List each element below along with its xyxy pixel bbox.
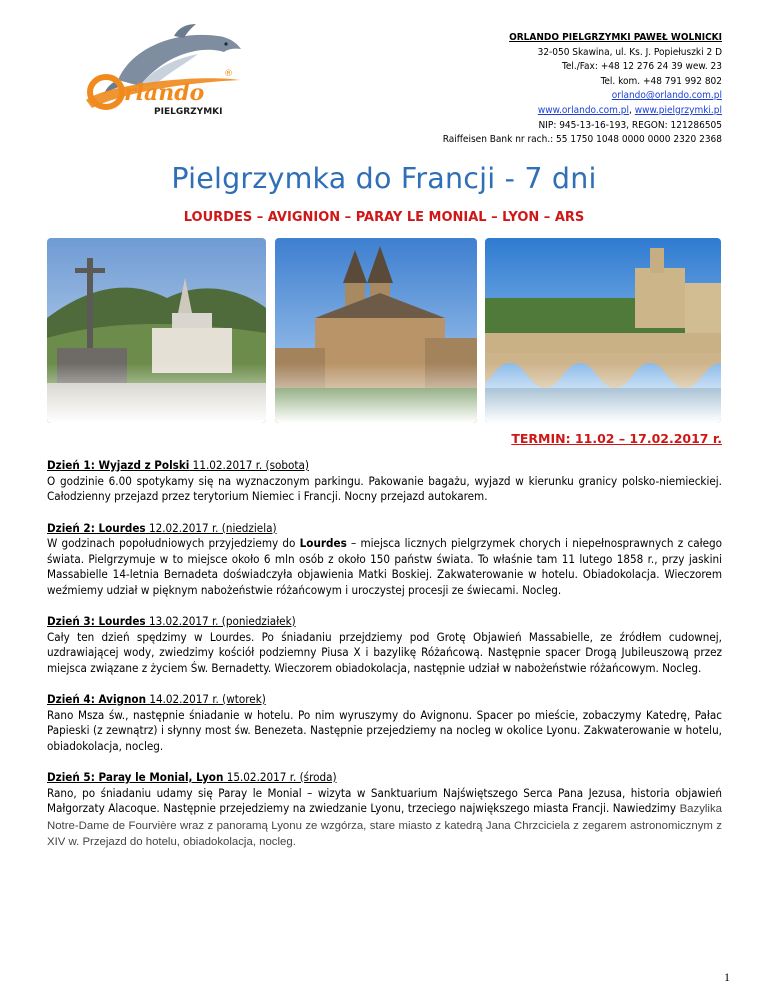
website-separator: , xyxy=(629,104,635,116)
day-description: Rano, po śniadaniu udamy się Paray le Monial – wizyta w Sanktuarium Najświętszego Serca Pana Jezusa, historia objawień Małgorzaty Alacoque. Następnie przejedziemy na zwiedzanie Lyonu, trzeciego największego miasta Francji. Nawiedzimy Bazylika Notre-Dame de Fourvière wraz z panoramą Lyonu ze wzgórza, stare miasto z katedrą Jana Chrzciciela z zegarem astronomicznym z XIV w. Przejazd do hotelu, obiadokolacja, nocleg. xyxy=(47,785,722,848)
website-link-orlando[interactable]: www.orlando.com.pl xyxy=(537,104,630,116)
email-link[interactable]: orlando@orlando.com.pl xyxy=(611,90,722,102)
day-description: Rano Msza św., następnie śniadanie w hotelu. Po nim wyruszymy do Avignonu. Spacer po mieście, zobaczymy Katedrę, Pałac Papieski (z zewnątrz) i słynny most św. Benezeta. Następnie przejedziemy na nocleg w okolice Lyonu. Zakwaterowanie w hotelu, obiadokolacja, nocleg. xyxy=(47,707,722,753)
company-phone: Tel./Fax: +48 12 276 24 39 wew. 23 xyxy=(562,61,722,73)
day-heading xyxy=(47,614,722,630)
day-label: Dzień 3: Lourdes xyxy=(47,614,146,628)
svg-text:®: ® xyxy=(224,69,233,79)
company-address: 32-050 Skawina, ul. Ks. J. Popiełuszki 2 D xyxy=(537,46,722,58)
itinerary xyxy=(47,458,722,867)
page-number: 1 xyxy=(724,970,730,984)
avignon-bridge-photo xyxy=(485,238,721,423)
day-heading xyxy=(47,770,722,786)
paray-le-monial-basilica-photo xyxy=(275,238,477,423)
day-label: Dzień 2: Lourdes xyxy=(47,520,146,535)
day-label: Dzień 4: Avignon xyxy=(47,692,147,706)
lourdes-photo xyxy=(47,238,266,423)
dolphin-logo-icon xyxy=(78,22,248,122)
itinerary-day xyxy=(47,458,722,505)
route-subtitle: LOURDES – AVIGNION – PARAY LE MONIAL – LYON – ARS xyxy=(183,210,585,225)
day-description: O godzinie 6.00 spotykamy się na wyznaczonym parkingu. Pakowanie bagażu, wyjazd w kierunku granicy polsko-niemieckiej. Całodzienny przejazd przez terytorium Niemiec i Francji. Nocny przejazd autokarem. xyxy=(47,473,722,503)
company-info xyxy=(302,31,722,148)
day-description-continued: Bazylika Notre-Dame de Fourvière wraz z panoramą Lyonu ze wzgórza, stare miasto z katedrą Jana Chrzciciela z zegarem astronomicznym z XIV w. Przejazd do hotelu, obiadokolacja, nocleg. xyxy=(47,803,722,848)
day-date: 13.02.2017 r. (poniedziałek) xyxy=(145,614,296,628)
day-heading xyxy=(47,521,722,537)
itinerary-day xyxy=(47,692,722,754)
day-label: Dzień 5: Paray le Monial, Lyon xyxy=(47,770,224,784)
company-bank-account: Raiffeisen Bank nr rach.: 55 1750 1048 0000 0000 2320 2368 xyxy=(442,134,722,146)
day-heading xyxy=(47,692,722,708)
company-mobile: Tel. kom. +48 791 992 802 xyxy=(600,75,722,87)
company-name: ORLANDO PIELGRZYMKI PAWEŁ WOLNICKI xyxy=(509,32,722,43)
day-label: Dzień 1: Wyjazd z Polski xyxy=(47,458,190,472)
svg-text:rlando: rlando xyxy=(124,80,205,106)
day-date: 12.02.2017 r. (niedziela) xyxy=(145,520,277,535)
company-nip-regon: NIP: 945-13-16-193, REGON: 121286505 xyxy=(538,119,722,131)
day-description: Cały ten dzień spędzimy w Lourdes. Po śniadaniu przejdziemy pod Grotę Objawień Massabielle, ze źródłem cudownej, uzdrawiającej wody, zwiedzimy kościół podziemny Piusa X i bazylikę Różańcową. Następnie spacer Drogą Jubileuszową przez miejsca związane z życiem Św. Bernadetty. Wieczorem obiadokolacja, następnie udział w nabożeństwie różańcowym. Nocleg. xyxy=(47,629,722,675)
svg-text:PIELGRZYMKI: PIELGRZYMKI xyxy=(154,107,223,117)
trip-dates: TERMIN: 11.02 – 17.02.2017 r. xyxy=(511,431,722,446)
itinerary-day xyxy=(47,521,722,599)
place-name-lourdes: Lourdes xyxy=(299,536,347,550)
page-title: Pielgrzymka do Francji - 7 dni xyxy=(171,162,597,195)
day-description: W godzinach popołudniowych przyjedziemy do Lourdes – miejsca licznych pielgrzymek chorych i niepełnosprawnych z całego świata. Pielgrzymuje w to miejsce około 6 mln osób z około 150 państw świata. To właśnie tam 11 lutego 1858 r., przy jaskini Massabielle 14-letnia Bernadeta doświadczyła objawienia Matki Boskiej. Zakwaterowanie w hotelu. Obiadokolacja. Wieczorem weźmiemy udział w pięknym nabożeństwie różańcowym i uroczystej procesji ze świecami. Nocleg. xyxy=(47,536,722,597)
itinerary-day xyxy=(47,614,722,676)
itinerary-day xyxy=(47,770,722,851)
day-heading xyxy=(47,458,722,474)
website-link-pielgrzymki[interactable]: www.pielgrzymki.pl xyxy=(634,104,722,116)
day-date: 14.02.2017 r. (wtorek) xyxy=(146,692,266,706)
day-date: 15.02.2017 r. (środa) xyxy=(223,770,337,784)
day-date: 11.02.2017 r. (sobota) xyxy=(189,458,309,472)
orlando-logo xyxy=(78,22,248,122)
